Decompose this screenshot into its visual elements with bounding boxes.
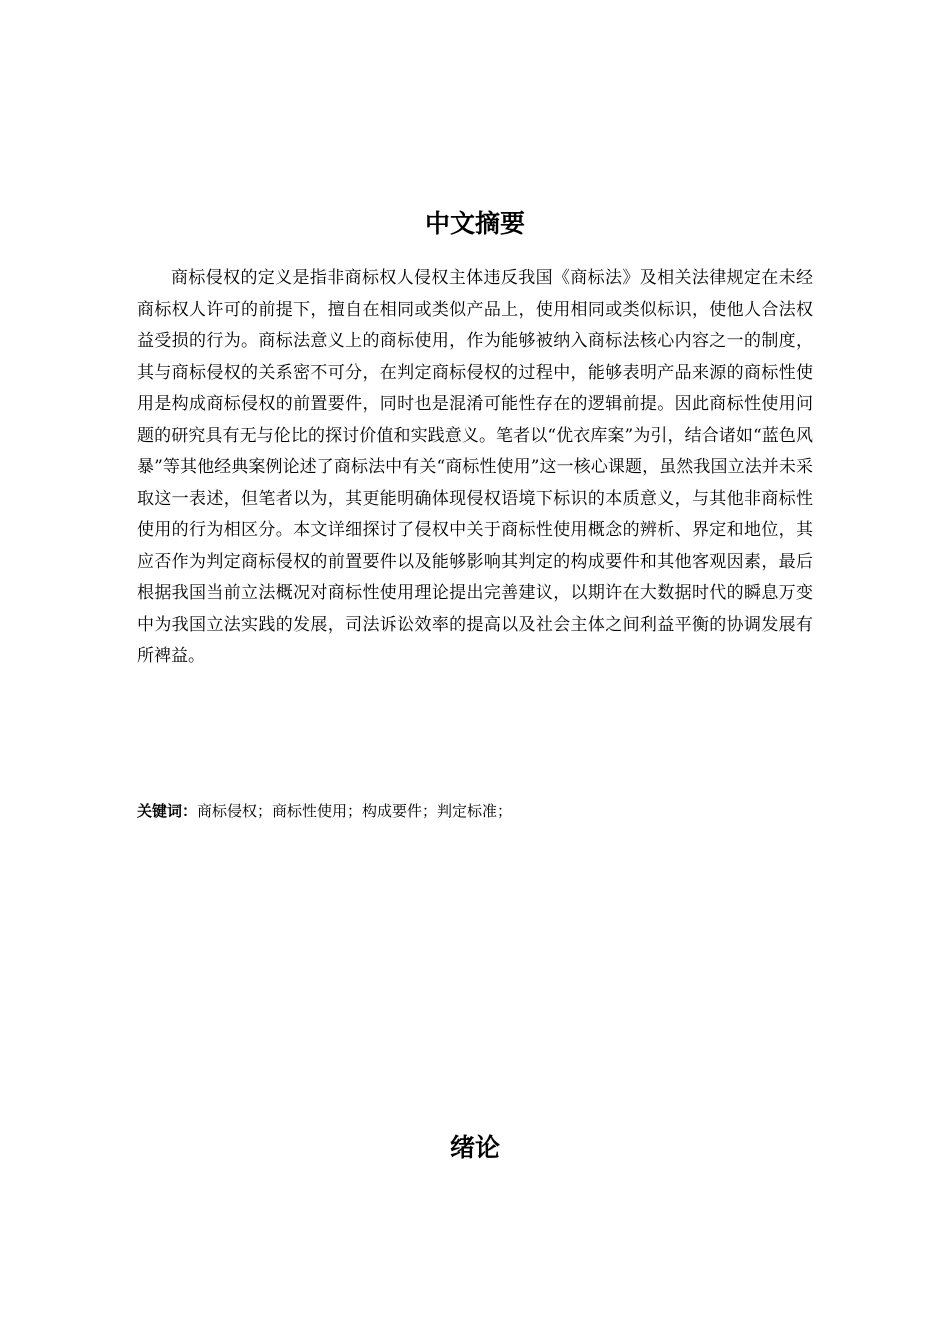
- abstract-body: 商标侵权的定义是指非商标权人侵权主体违反我国《商标法》及相关法律规定在未经商标权人许可的前提下，擅自在相同或类似产品上，使用相同或类似标识，使他人合法权益受损的行为。商标法意义上的商标使用，作为能够被纳入商标法核心内容之一的制度，其与商标侵权的关系密不可分，在判定商标侵权的过程中，能够表明产品来源的商标性使用是构成商标侵权的前置要件，同时也是混淆可能性存在的逻辑前提。因此商标性使用问题的研究具有无与伦比的探讨价值和实践意义。笔者以“优衣库案”为引，结合诸如“蓝色风暴”等其他经典案例论述了商标法中有关“商标性使用”这一核心课题，虽然我国立法并未采取这一表述，但笔者以为，其更能明确体现侵权语境下标识的本质意义，与其他非商标性使用的行为相区分。本文详细探讨了侵权中关于商标性使用概念的辨析、界定和地位，其应否作为判定商标侵权的前置要件以及能够影响其判定的构成要件和其他客观因素，最后根据我国当前立法概况对商标性使用理论提出完善建议，以期许在大数据时代的瞬息万变中为我国立法实践的发展，司法诉讼效率的提高以及社会主体之间利益平衡的协调发展有所裨益。: [137, 268, 813, 666]
- abstract-title: 中文摘要: [424, 209, 525, 238]
- keywords-value: 商标侵权；商标性使用；构成要件；判定标准；: [197, 802, 513, 820]
- introduction-title: 绪论: [449, 1133, 500, 1162]
- keywords-line: [137, 796, 813, 826]
- keywords-label: 关键词：: [137, 802, 198, 820]
